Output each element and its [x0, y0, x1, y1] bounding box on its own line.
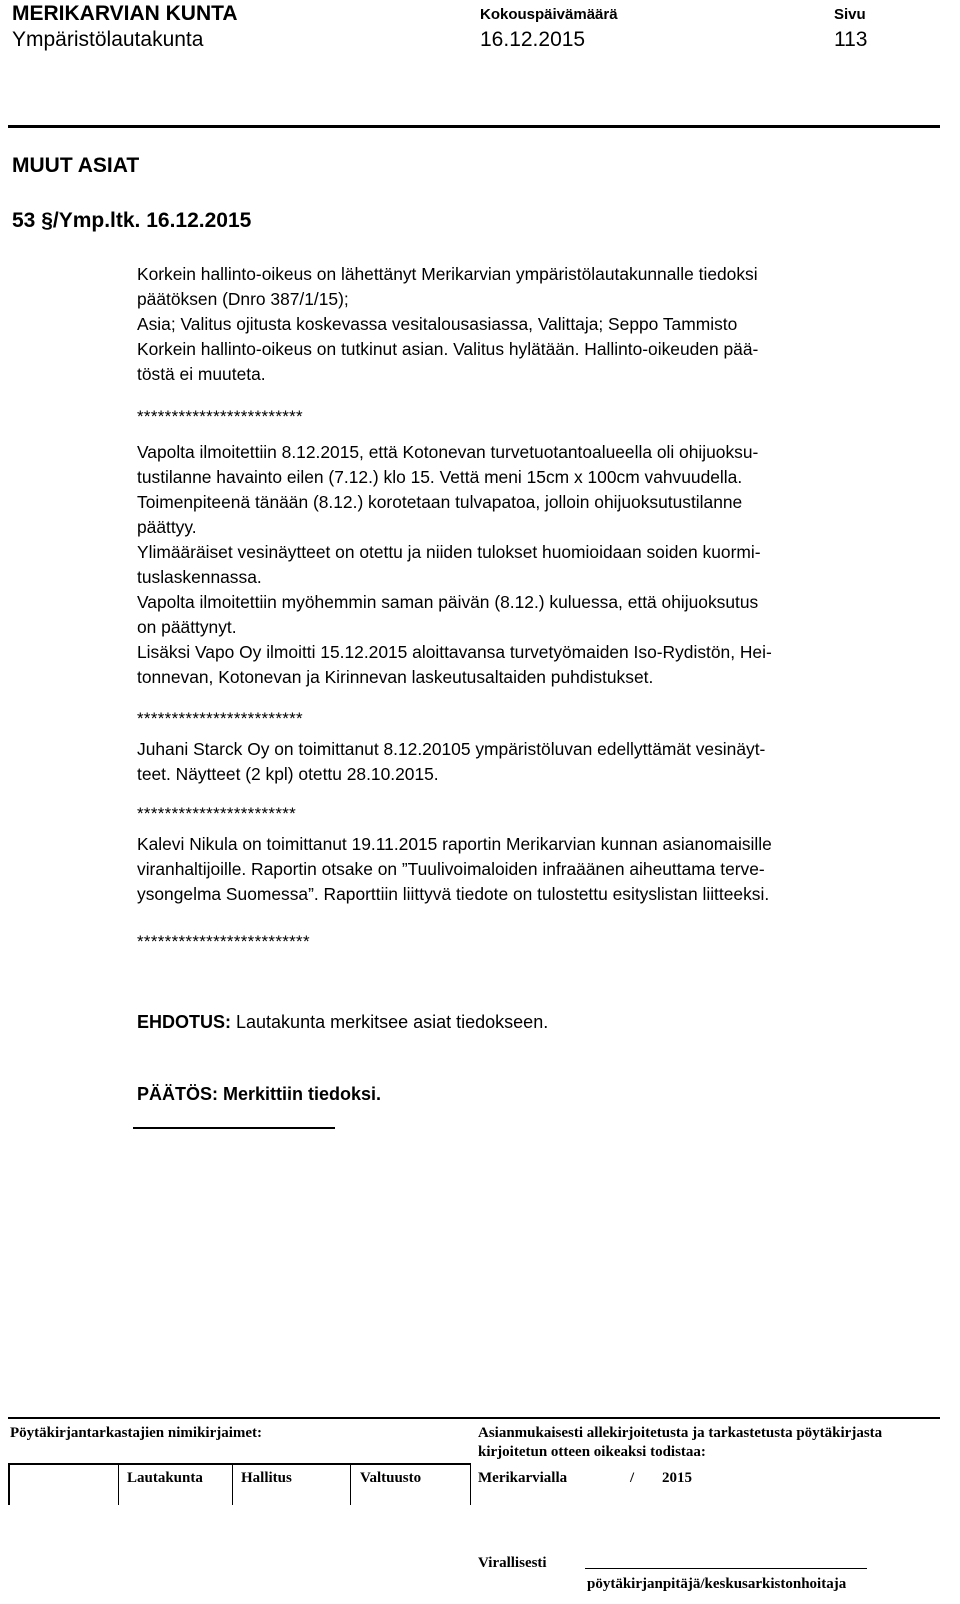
proposal-text: Lautakunta merkitsee asiat tiedokseen. — [236, 1012, 549, 1032]
cell-hallitus: Hallitus — [241, 1470, 292, 1486]
signature-line — [133, 1127, 335, 1129]
footer-divider — [8, 1417, 940, 1419]
body-line: Korkein hallinto-oikeus on lähettänyt Merikarvian ympäristölautakunnalle tiedoksi — [137, 264, 758, 284]
cell-valtuusto: Valtuusto — [360, 1470, 422, 1486]
cell-lautakunta: Lautakunta — [127, 1470, 203, 1486]
footer-table-sep — [470, 1463, 471, 1505]
reviewers-label: Pöytäkirjantarkastajien nimikirjaimet: — [10, 1425, 263, 1441]
signer-title: pöytäkirjanpitäjä/keskusarkistonhoitaja — [587, 1576, 847, 1592]
decision — [137, 1084, 381, 1105]
proposal — [137, 1012, 548, 1033]
separator-stars: ************************* — [137, 932, 310, 951]
page-label: Sivu — [834, 6, 866, 23]
decision-label: PÄÄTÖS: — [137, 1084, 218, 1104]
meeting-date: 16.12.2015 — [480, 28, 586, 51]
body-line: ysongelma Suomessa”. Raporttiin liittyvä tiedote on tulostettu esityslistan liitteeksi. — [137, 884, 770, 904]
official-signature-line — [585, 1568, 867, 1569]
separator-stars: ************************ — [137, 407, 303, 426]
item-reference: 53 §/Ymp.ltk. 16.12.2015 — [12, 209, 252, 232]
footer-table-top — [8, 1463, 470, 1465]
footer-table-left — [8, 1463, 10, 1505]
body-line: on päättynyt. — [137, 617, 237, 637]
body-line: Asia; Valitus ojitusta koskevassa vesitalousasiassa, Valittaja; Seppo Tammisto — [137, 314, 738, 334]
body-line: Toimenpiteenä tänään (8.12.) korotetaan tulvapatoa, jolloin ohijuoksutustilanne — [137, 492, 743, 512]
body-line: päätöksen (Dnro 387/1/15); — [137, 289, 349, 309]
body-line: Ylimääräiset vesinäytteet on otettu ja niiden tulokset huomioidaan soiden kuormi- — [137, 542, 761, 562]
body-line: viranhaltijoille. Raportin otsake on ”Tuulivoimaloiden infraäänen aiheuttama terve- — [137, 859, 765, 879]
decision-text: Merkittiin tiedoksi. — [223, 1084, 382, 1104]
body-line: Vapolta ilmoitettiin 8.12.2015, että Kotonevan turvetuotantoalueella oli ohijuoksu- — [137, 442, 759, 462]
header-divider — [8, 125, 940, 128]
body-line: päättyy. — [137, 517, 197, 537]
body-line: teet. Näytteet (2 kpl) otettu 28.10.2015. — [137, 764, 439, 784]
item-body — [137, 737, 927, 787]
body-line: Lisäksi Vapo Oy ilmoitti 15.12.2015 aloittavansa turvetyömaiden Iso-Rydistön, Hei- — [137, 642, 772, 662]
page-number: 113 — [834, 28, 868, 51]
item-body — [137, 262, 927, 387]
body-line: Juhani Starck Oy on toimittanut 8.12.20105 ympäristöluvan edellyttämät vesinäyt- — [137, 739, 766, 759]
footer-table-sep — [232, 1463, 233, 1505]
separator-stars: *********************** — [137, 804, 297, 823]
body-line: tustilanne havainto eilen (7.12.) klo 15. Vettä meni 15cm x 100cm vahvuudella. — [137, 467, 743, 487]
certified-line-2: kirjoitetun otteen oikeaksi todistaa: — [478, 1444, 706, 1460]
section-title: MUUT ASIAT — [12, 154, 140, 177]
municipality-name: MERIKARVIAN KUNTA — [12, 2, 238, 25]
separator-stars: ************************ — [137, 709, 303, 728]
body-line: tonnevan, Kotonevan ja Kirinnevan laskeutusaltaiden puhdistukset. — [137, 667, 654, 687]
footer-table-sep — [350, 1463, 351, 1505]
year: 2015 — [662, 1470, 692, 1486]
body-line: Korkein hallinto-oikeus on tutkinut asian. Valitus hylätään. Hallinto-oikeuden pää- — [137, 339, 759, 359]
body-line: Vapolta ilmoitettiin myöhemmin saman päivän (8.12.) kuluessa, että ohijuoksutus — [137, 592, 759, 612]
date-slash: / — [630, 1470, 635, 1486]
place-name: Merikarvialla — [478, 1470, 568, 1486]
item-body — [137, 440, 927, 690]
meeting-date-label: Kokouspäivämäärä — [480, 6, 618, 23]
body-line: töstä ei muuteta. — [137, 364, 266, 384]
body-line: tuslaskennassa. — [137, 567, 262, 587]
committee-name: Ympäristölautakunta — [12, 28, 204, 51]
proposal-label: EHDOTUS: — [137, 1012, 231, 1032]
official-label: Virallisesti — [478, 1555, 547, 1571]
footer-table-sep — [118, 1463, 119, 1505]
certified-line-1: Asianmukaisesti allekirjoitetusta ja tarkastetusta pöytäkirjasta — [478, 1425, 883, 1441]
item-body — [137, 832, 927, 907]
body-line: Kalevi Nikula on toimittanut 19.11.2015 raportin Merikarvian kunnan asianomaisille — [137, 834, 772, 854]
